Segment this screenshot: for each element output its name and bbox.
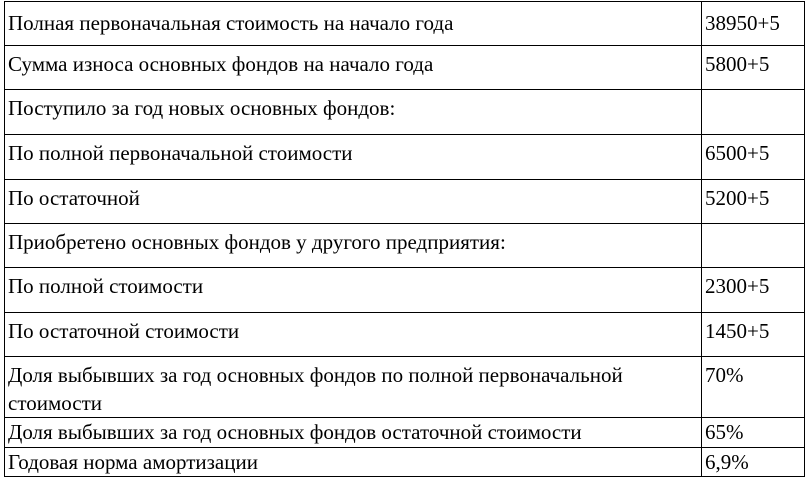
row-value: 38950+5 xyxy=(702,2,805,46)
row-value: 6500+5 xyxy=(702,135,805,180)
table-row xyxy=(5,90,805,135)
table-row xyxy=(5,448,805,477)
row-value: 2300+5 xyxy=(702,268,805,313)
row-value: 5200+5 xyxy=(702,180,805,224)
table-row xyxy=(5,357,805,418)
row-label: По остаточной xyxy=(5,180,702,224)
row-label: Сумма износа основных фондов на начало года xyxy=(5,46,702,90)
row-label: Полная первоначальная стоимость на начало года xyxy=(5,2,702,46)
row-label: Годовая норма амортизации xyxy=(5,448,702,477)
table-row xyxy=(5,180,805,224)
table-row xyxy=(5,46,805,90)
row-value xyxy=(702,224,805,268)
row-label: Поступило за год новых основных фондов: xyxy=(5,90,702,135)
row-value: 1450+5 xyxy=(702,313,805,357)
row-label: По остаточной стоимости xyxy=(5,313,702,357)
row-value: 5800+5 xyxy=(702,46,805,90)
data-table xyxy=(4,1,805,477)
table-row xyxy=(5,2,805,46)
row-value: 65% xyxy=(702,418,805,448)
table-row xyxy=(5,313,805,357)
row-label: По полной стоимости xyxy=(5,268,702,313)
row-value: 6,9% xyxy=(702,448,805,477)
row-value xyxy=(702,90,805,135)
row-value: 70% xyxy=(702,357,805,418)
table-row xyxy=(5,418,805,448)
table-row xyxy=(5,268,805,313)
row-label: Приобретено основных фондов у другого предприятия: xyxy=(5,224,702,268)
row-label: Доля выбывших за год основных фондов остаточной стоимости xyxy=(5,418,702,448)
row-label: По полной первоначальной стоимости xyxy=(5,135,702,180)
table-row xyxy=(5,224,805,268)
row-label: Доля выбывших за год основных фондов по полной первоначальной стоимости xyxy=(5,357,702,418)
table-row xyxy=(5,135,805,180)
